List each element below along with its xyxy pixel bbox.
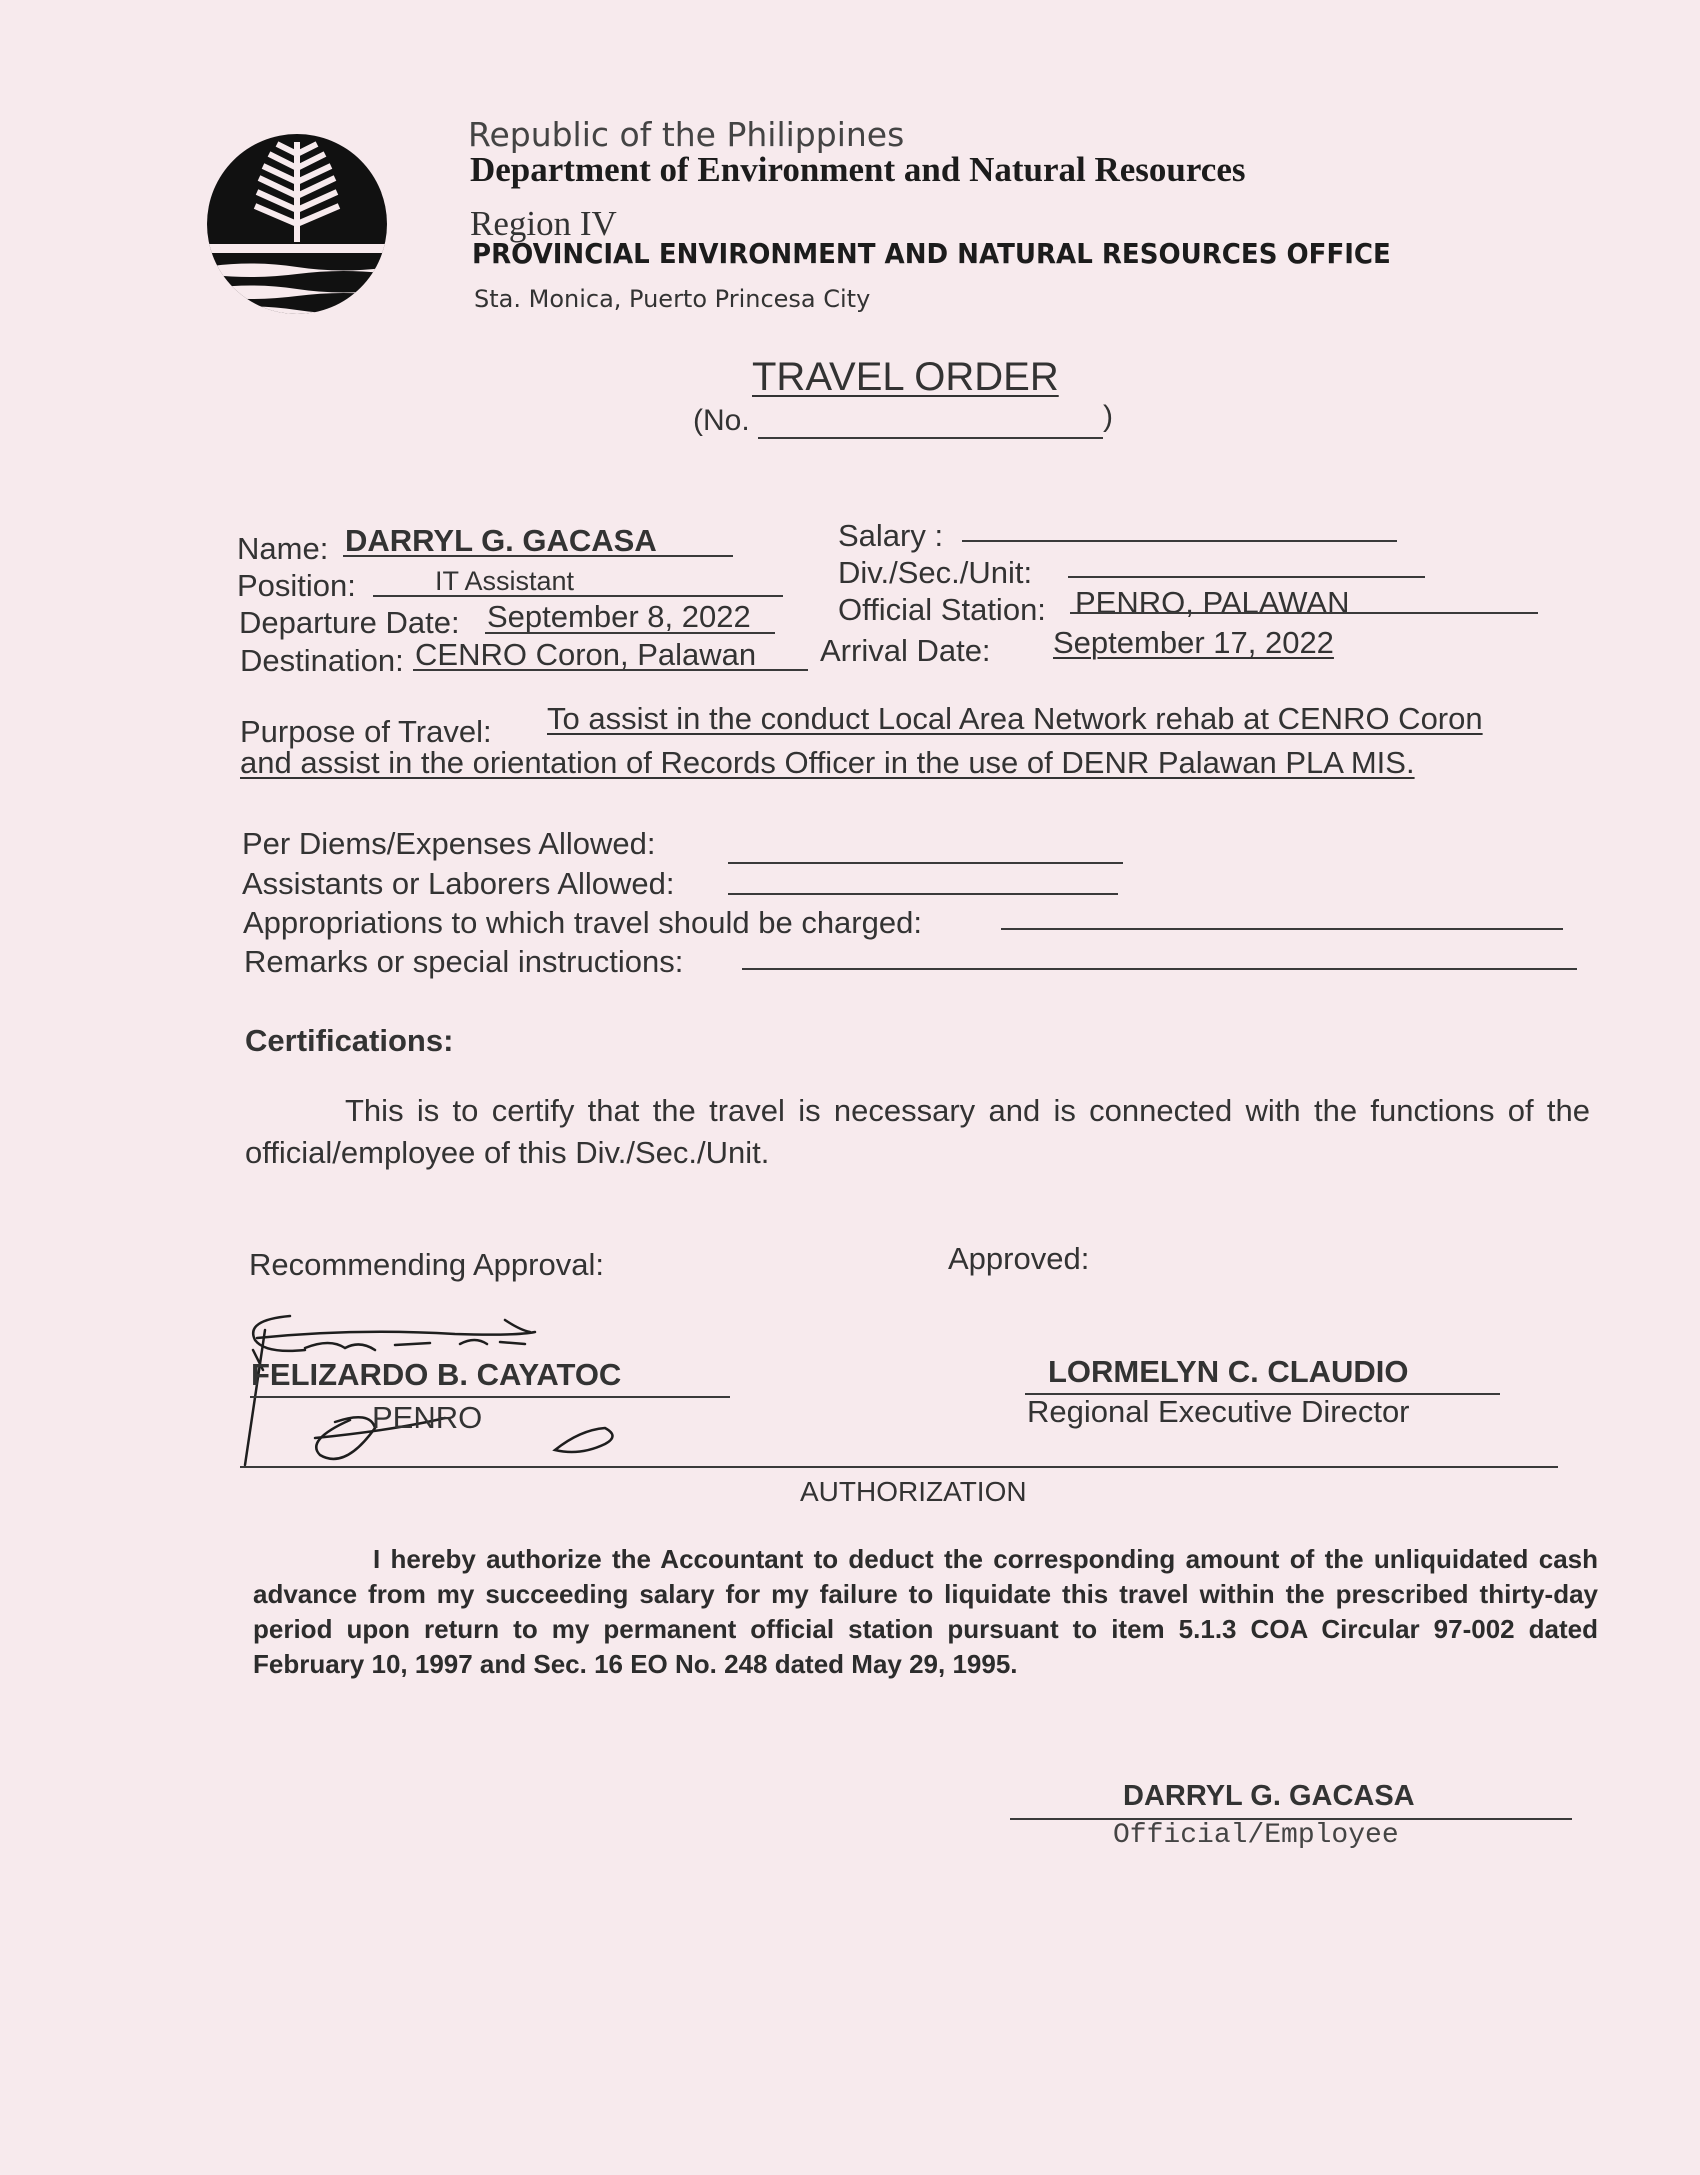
- division-label: Div./Sec./Unit:: [838, 555, 1033, 590]
- remarks-label: Remarks or special instructions:: [244, 944, 684, 979]
- departure-line: [485, 632, 775, 634]
- position-line: [373, 595, 783, 597]
- position-value: IT Assistant: [435, 566, 575, 596]
- approver-name: LORMELYN C. CLAUDIO: [1048, 1354, 1409, 1389]
- departure-value: September 8, 2022: [487, 599, 751, 634]
- purpose-label: Purpose of Travel:: [240, 714, 492, 749]
- order-number-suffix: ): [1103, 400, 1113, 433]
- per-diems-label: Per Diems/Expenses Allowed:: [242, 826, 656, 861]
- order-number-line: [758, 437, 1103, 439]
- destination-value: CENRO Coron, Palawan: [415, 637, 757, 672]
- departure-label: Departure Date:: [239, 605, 460, 640]
- recommending-label: Recommending Approval:: [249, 1247, 604, 1282]
- division-line: [1068, 576, 1425, 578]
- destination-line: [413, 669, 808, 671]
- authorization-text: I hereby authorize the Accountant to deduct the corresponding amount of the unliquidated cash advance from my succeeding salary for my failure to liquidate this travel within the prescribed thirty-day period upon return to my permanent official station pursuant to item 5.1.3 COA Circular 97-002 dated February 10, 1997 and Sec. 16 EO No. 248 dated May 29, 1995.: [253, 1544, 1598, 1679]
- destination-label: Destination:: [240, 643, 404, 678]
- station-label: Official Station:: [838, 592, 1046, 627]
- salary-line: [962, 540, 1397, 542]
- recommending-name: FELIZARDO B. CAYATOC: [251, 1357, 622, 1392]
- certifications-heading: Certifications:: [245, 1023, 454, 1058]
- office-address: Sta. Monica, Puerto Princesa City: [474, 285, 871, 313]
- approved-label: Approved:: [948, 1241, 1090, 1276]
- assistants-line: [728, 893, 1118, 895]
- page-title: TRAVEL ORDER: [752, 355, 1059, 399]
- position-label: Position:: [237, 568, 356, 603]
- republic-heading: Republic of the Philippines: [468, 115, 905, 154]
- purpose-line2: and assist in the orientation of Records Officer in the use of DENR Palawan PLA MIS.: [240, 745, 1415, 780]
- denr-logo-icon: [205, 132, 390, 322]
- certification-text: This is to certify that the travel is necessary and is connected with the functions of the official/employee of this Div./Sec./Unit.: [245, 1093, 1590, 1170]
- assistants-label: Assistants or Laborers Allowed:: [242, 866, 675, 901]
- authorization-divider: [240, 1466, 1558, 1468]
- salary-label: Salary :: [838, 518, 944, 553]
- approver-title: Regional Executive Director: [1027, 1394, 1410, 1429]
- employee-name: DARRYL G. GACASA: [1123, 1780, 1415, 1812]
- remarks-line: [742, 968, 1577, 970]
- station-value: PENRO, PALAWAN: [1075, 585, 1350, 620]
- recommending-signature-line: [250, 1396, 730, 1398]
- appropriations-line: [1001, 928, 1563, 930]
- appropriations-label: Appropriations to which travel should be charged:: [243, 905, 922, 940]
- office-heading: PROVINCIAL ENVIRONMENT AND NATURAL RESOURCES OFFICE: [472, 237, 1391, 270]
- purpose-line1: To assist in the conduct Local Area Network rehab at CENRO Coron: [547, 701, 1483, 736]
- recommending-title: PENRO: [372, 1400, 483, 1435]
- name-value: DARRYL G. GACASA: [345, 523, 657, 558]
- arrival-label: Arrival Date:: [820, 633, 991, 668]
- station-line: [1070, 612, 1538, 614]
- order-number-prefix: (No.: [693, 404, 750, 437]
- employee-title: Official/Employee: [1113, 1820, 1399, 1851]
- region-heading: Region IV: [470, 204, 617, 243]
- arrival-value: September 17, 2022: [1053, 625, 1334, 660]
- name-label: Name:: [237, 531, 329, 566]
- authorization-heading: AUTHORIZATION: [800, 1476, 1027, 1507]
- per-diems-line: [728, 862, 1123, 864]
- name-line: [343, 555, 733, 557]
- department-heading: Department of Environment and Natural Resources: [470, 150, 1246, 189]
